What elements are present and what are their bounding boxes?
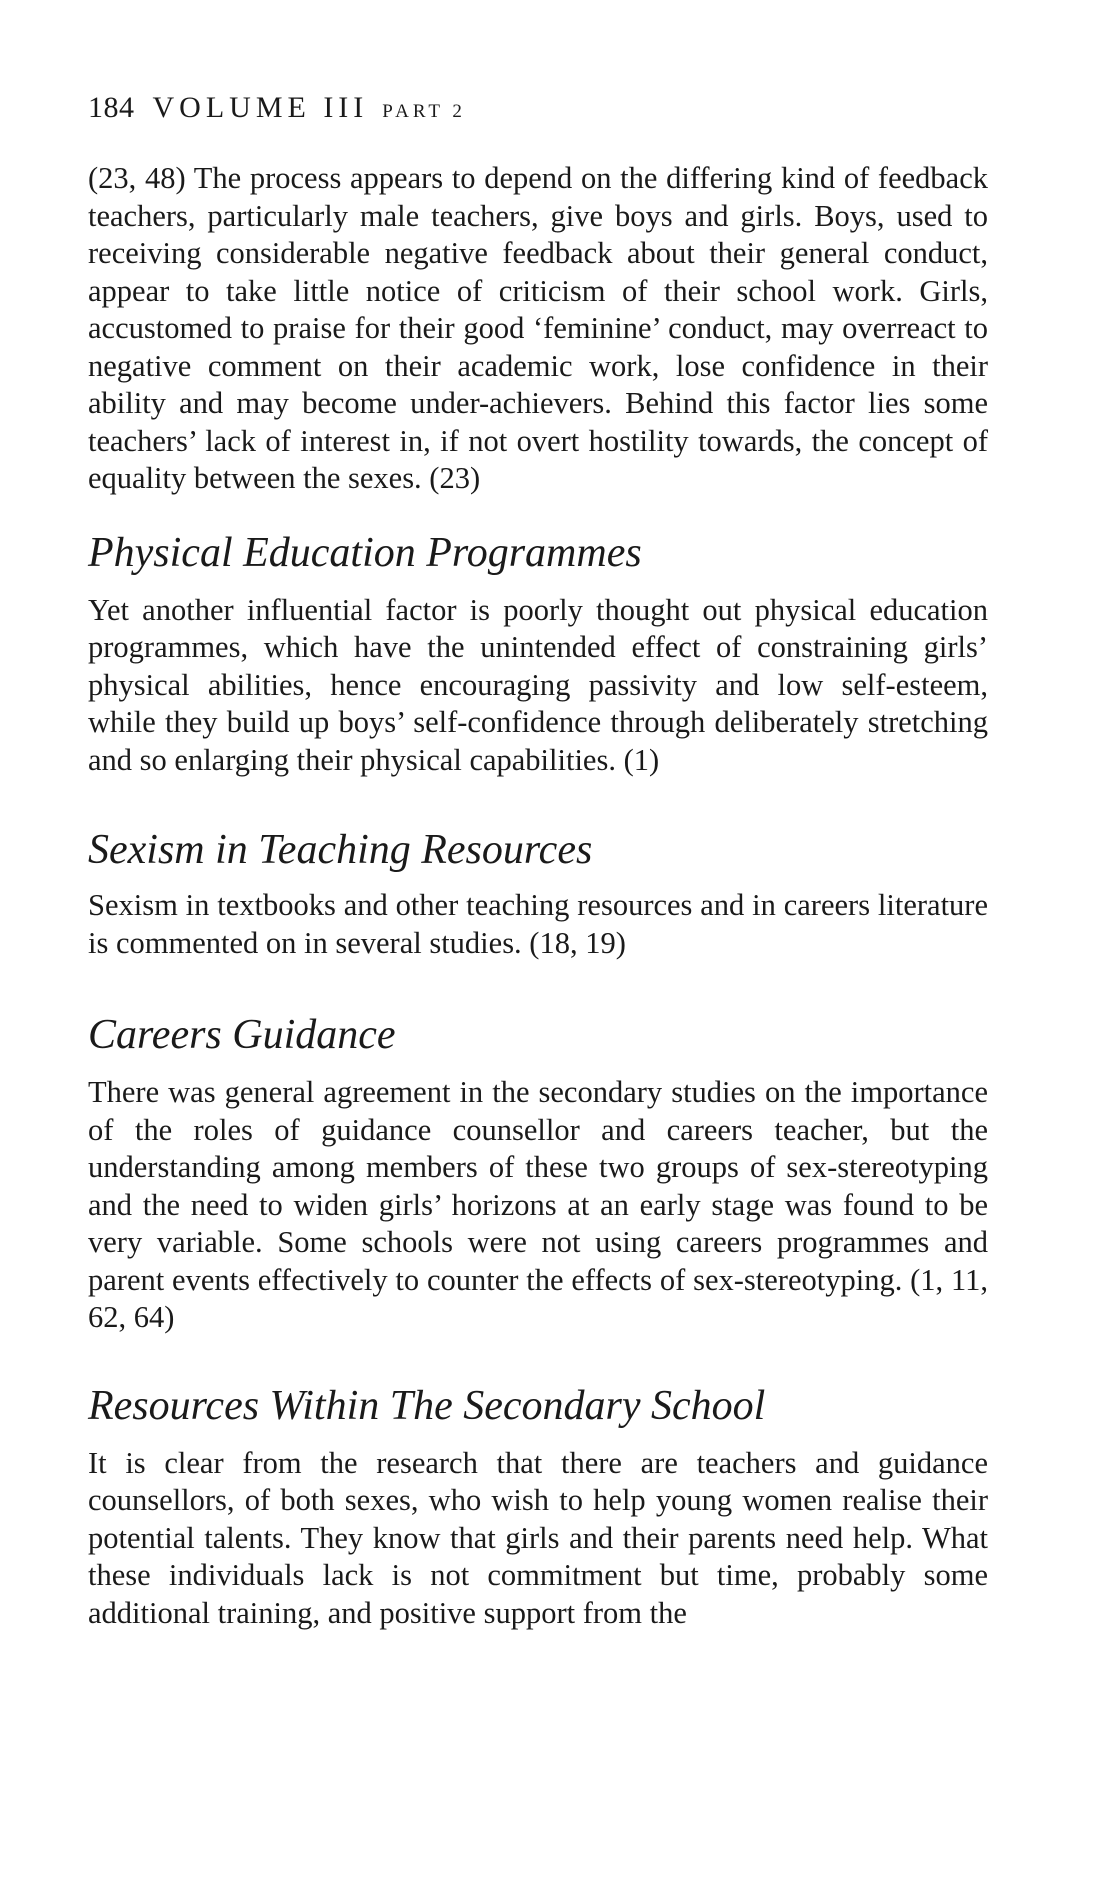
heading-resources-secondary-school: Resources Within The Secondary School bbox=[88, 1382, 766, 1429]
paragraph-feedback: (23, 48) The process appears to depend on the differing kind of feedback teachers, particularly male teachers, give boys and girls. Boys, used to receiving considerable negative feedback about their general conduct, appear to take little notice of criticism of their school work. Girls, accustomed to praise for their good ‘feminine’ conduct, may overreact to negative comment on their academic work, lose confidence in their ability and may become under-achievers. Behind this factor lies some teachers’ lack of interest in, if not overt hostility towards, the concept of equality between the sexes. (23) bbox=[88, 161, 988, 495]
paragraph-sexism-teaching-resources: Sexism in textbooks and other teaching resources and in careers literature is commented on in several studies. (18, 19) bbox=[88, 888, 988, 960]
heading-sexism-teaching-resources: Sexism in Teaching Resources bbox=[88, 827, 593, 873]
paragraph-physical-education: Yet another influential factor is poorly thought out physical education programmes, which have the unintended effect of constraining girls’ physical abilities, hence encouraging passivity and low self-esteem, while they build up boys’ self-confidence through deliberately stretching and so enlarging their physical capabilities. (1) bbox=[88, 592, 988, 777]
page-number: 184 bbox=[88, 91, 135, 124]
heading-physical-education: Physical Education Programmes bbox=[88, 529, 642, 576]
part-label: PART 2 bbox=[382, 101, 466, 122]
paragraph-resources-secondary-school: It is clear from the research that there are teachers and guidance counsellors, of both sexes, who wish to help young women realise their potential talents. They know that girls and their parents need help. What these individuals lack is not commitment but time, probably some additional training, and positive support from the bbox=[88, 1445, 988, 1630]
volume-label: VOLUME III bbox=[152, 91, 369, 124]
book-page bbox=[88, 88, 988, 1632]
running-head bbox=[88, 88, 988, 132]
heading-careers-guidance: Careers Guidance bbox=[88, 1012, 396, 1058]
paragraph-careers-guidance: There was general agreement in the secondary studies on the importance of the roles of guidance counsellor and careers teacher, but the understanding among members of these two groups of sex-stereotyping and the need to widen girls’ horizons at an early stage was found to be very variable. Some schools were not using careers programmes and parent events effectively to counter the effects of sex-stereotyping. (1, 11, 62, 64) bbox=[88, 1075, 988, 1334]
